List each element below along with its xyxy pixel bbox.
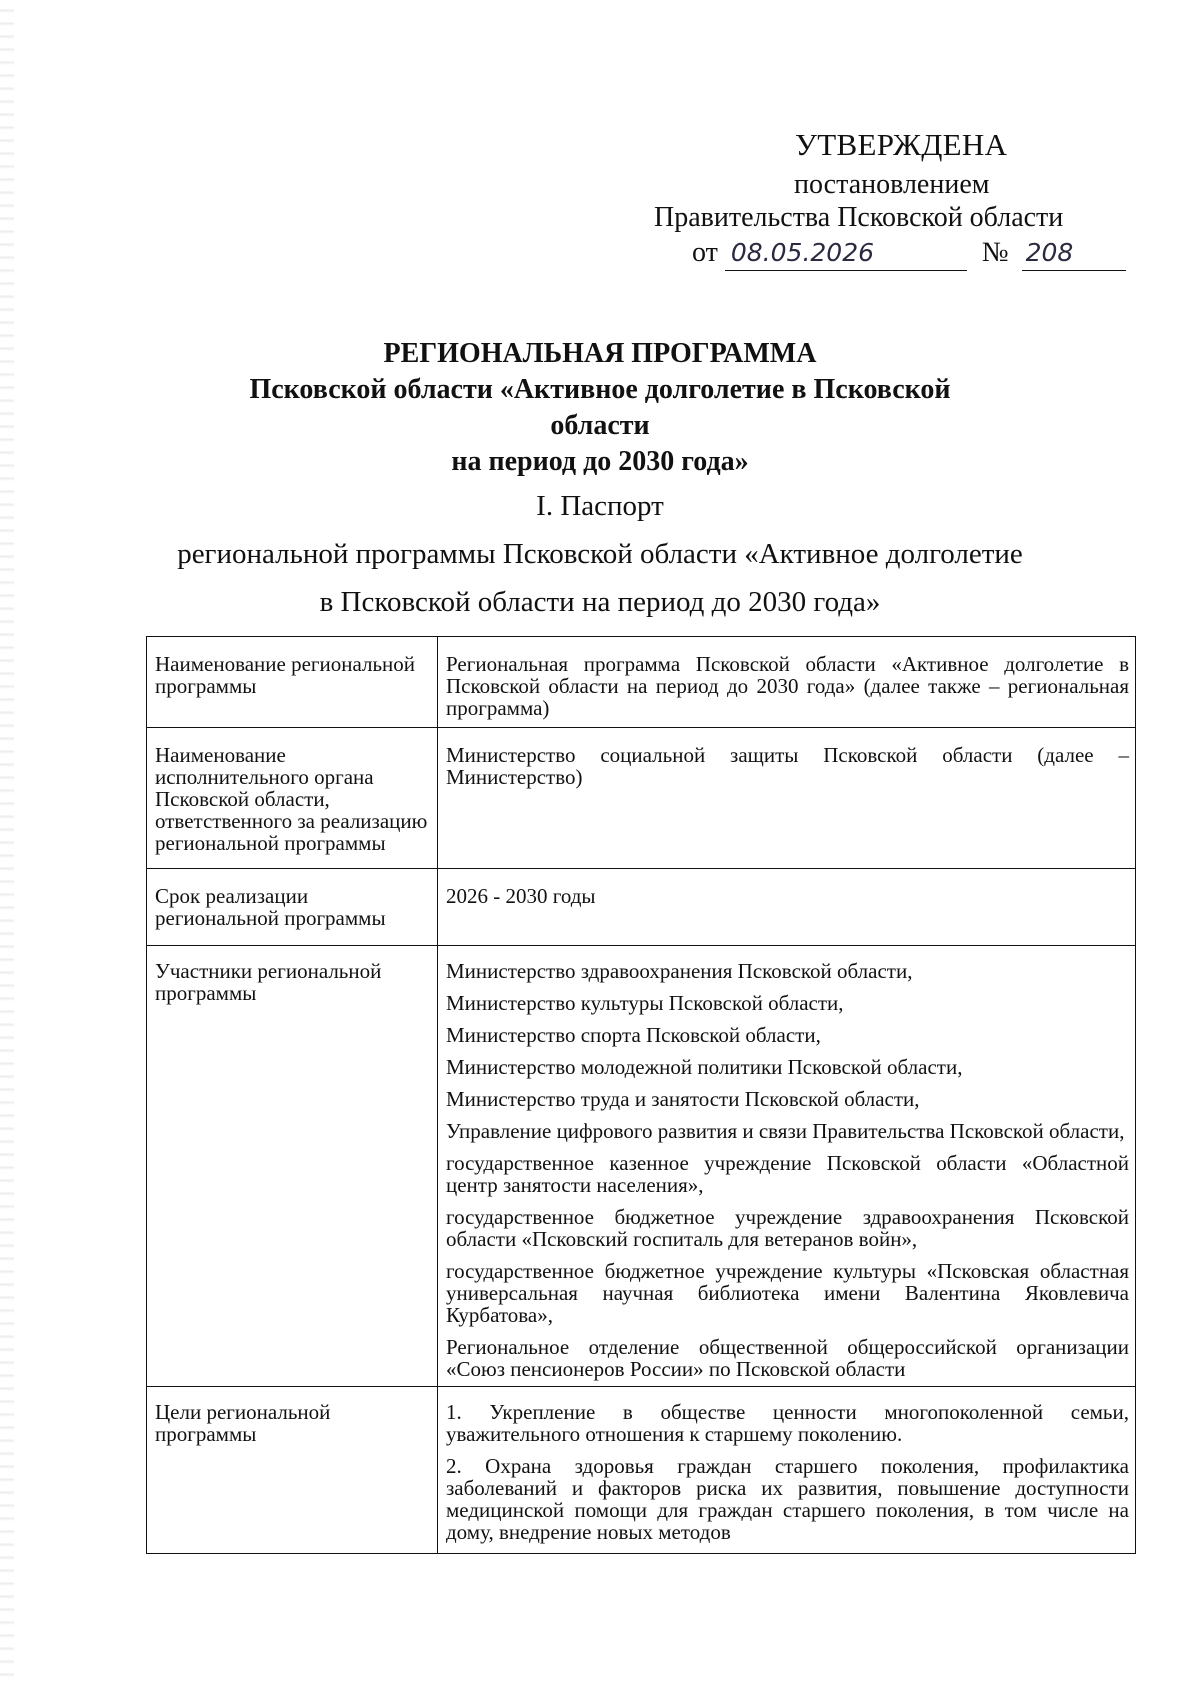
row-value-paragraph: Министерство здравоохранения Псковской области, bbox=[446, 959, 913, 983]
approval-date-number-line bbox=[692, 236, 1126, 271]
row-value-cell bbox=[438, 728, 1136, 869]
handwritten-number: 208 bbox=[1022, 236, 1126, 271]
row-value-paragraph: Региональное отделение общественной общероссийской организации «Союз пенсионеров России» по Псковской области bbox=[446, 1335, 1129, 1381]
table-row bbox=[147, 637, 1136, 728]
row-label: Срок реализации региональной программы bbox=[155, 884, 386, 930]
passport-table bbox=[146, 636, 1136, 1554]
row-value-paragraph: Министерство труда и занятости Псковской области, bbox=[446, 1087, 920, 1111]
row-value-paragraph: Управление цифрового развития и связи Правительства Псковской области, bbox=[446, 1119, 1125, 1143]
passport-heading: I. Паспорт bbox=[536, 490, 664, 522]
row-value-cell bbox=[438, 869, 1136, 946]
row-value-paragraph: 1. Укрепление в обществе ценности многопоколенной семьи, уважительного отношения к старшему поколению. bbox=[446, 1400, 1129, 1446]
row-value-paragraph: 2026 - 2030 годы bbox=[446, 884, 596, 908]
approval-title: УТВЕРЖДЕНА bbox=[795, 127, 1008, 162]
row-label: Участники региональной программы bbox=[155, 959, 382, 1005]
title-line-3: на период до 2030 года» bbox=[451, 446, 749, 477]
passport-heading-block bbox=[150, 482, 1050, 626]
table-row bbox=[147, 728, 1136, 869]
row-label-cell bbox=[147, 728, 438, 869]
row-value-paragraph: Министерство молодежной политики Псковской области, bbox=[446, 1055, 963, 1079]
from-label: от bbox=[692, 237, 718, 268]
row-label-cell bbox=[147, 637, 438, 728]
table-row bbox=[147, 946, 1136, 1387]
row-label: Наименование региональной программы bbox=[155, 652, 416, 698]
table-row bbox=[147, 1387, 1136, 1554]
row-label: Цели региональной программы bbox=[155, 1400, 331, 1446]
row-label-cell bbox=[147, 1387, 438, 1554]
title-line-2: Псковской области «Активное долголетие в Псковской области bbox=[249, 374, 951, 441]
row-label-cell bbox=[147, 869, 438, 946]
approval-line-resolution: постановлением bbox=[794, 169, 990, 200]
row-value-cell bbox=[438, 637, 1136, 728]
row-label-cell bbox=[147, 946, 438, 1387]
row-value-cell bbox=[438, 946, 1136, 1387]
row-value-cell bbox=[438, 1387, 1136, 1554]
passport-subheading-1: региональной программы Псковской области «Активное долголетие bbox=[177, 538, 1023, 570]
row-value-paragraph: Министерство социальной защиты Псковской области (далее – Министерство) bbox=[446, 743, 1129, 789]
handwritten-date: 08.05.2026 bbox=[725, 236, 967, 271]
row-value-paragraph: государственное бюджетное учреждение культуры «Псковская областная универсальная научная библиотека имени Валентина Яковлевича Курбатова», bbox=[446, 1259, 1129, 1327]
table-row bbox=[147, 869, 1136, 946]
scan-edge bbox=[0, 0, 14, 1686]
row-value-paragraph: 2. Охрана здоровья граждан старшего поколения, профилактика заболеваний и факторов риска их развития, повышение доступности медицинской помощи для граждан старшего поколения, в том числе на дому, внедрение новых методов bbox=[446, 1454, 1129, 1544]
document-title bbox=[200, 336, 1000, 480]
row-label: Наименование исполнительного органа Псковской области, ответственного за реализацию региональной программы bbox=[155, 743, 428, 855]
approval-line-government: Правительства Псковской области bbox=[654, 202, 1064, 233]
title-line-1: РЕГИОНАЛЬНАЯ ПРОГРАММА bbox=[383, 338, 817, 369]
row-value-paragraph: государственное бюджетное учреждение здравоохранения Псковской области «Псковский госпиталь для ветеранов войн», bbox=[446, 1205, 1129, 1251]
row-value-paragraph: Региональная программа Псковской области «Активное долголетие в Псковской области на период до 2030 года» (далее также – региональная программа) bbox=[446, 652, 1129, 720]
row-value-paragraph: государственное казенное учреждение Псковской области «Областной центр занятости населения», bbox=[446, 1151, 1129, 1197]
passport-subheading-2: в Псковской области на период до 2030 года» bbox=[319, 586, 881, 618]
row-value-paragraph: Министерство культуры Псковской области, bbox=[446, 991, 844, 1015]
row-value-paragraph: Министерство спорта Псковской области, bbox=[446, 1023, 821, 1047]
number-label: № bbox=[981, 237, 1009, 268]
